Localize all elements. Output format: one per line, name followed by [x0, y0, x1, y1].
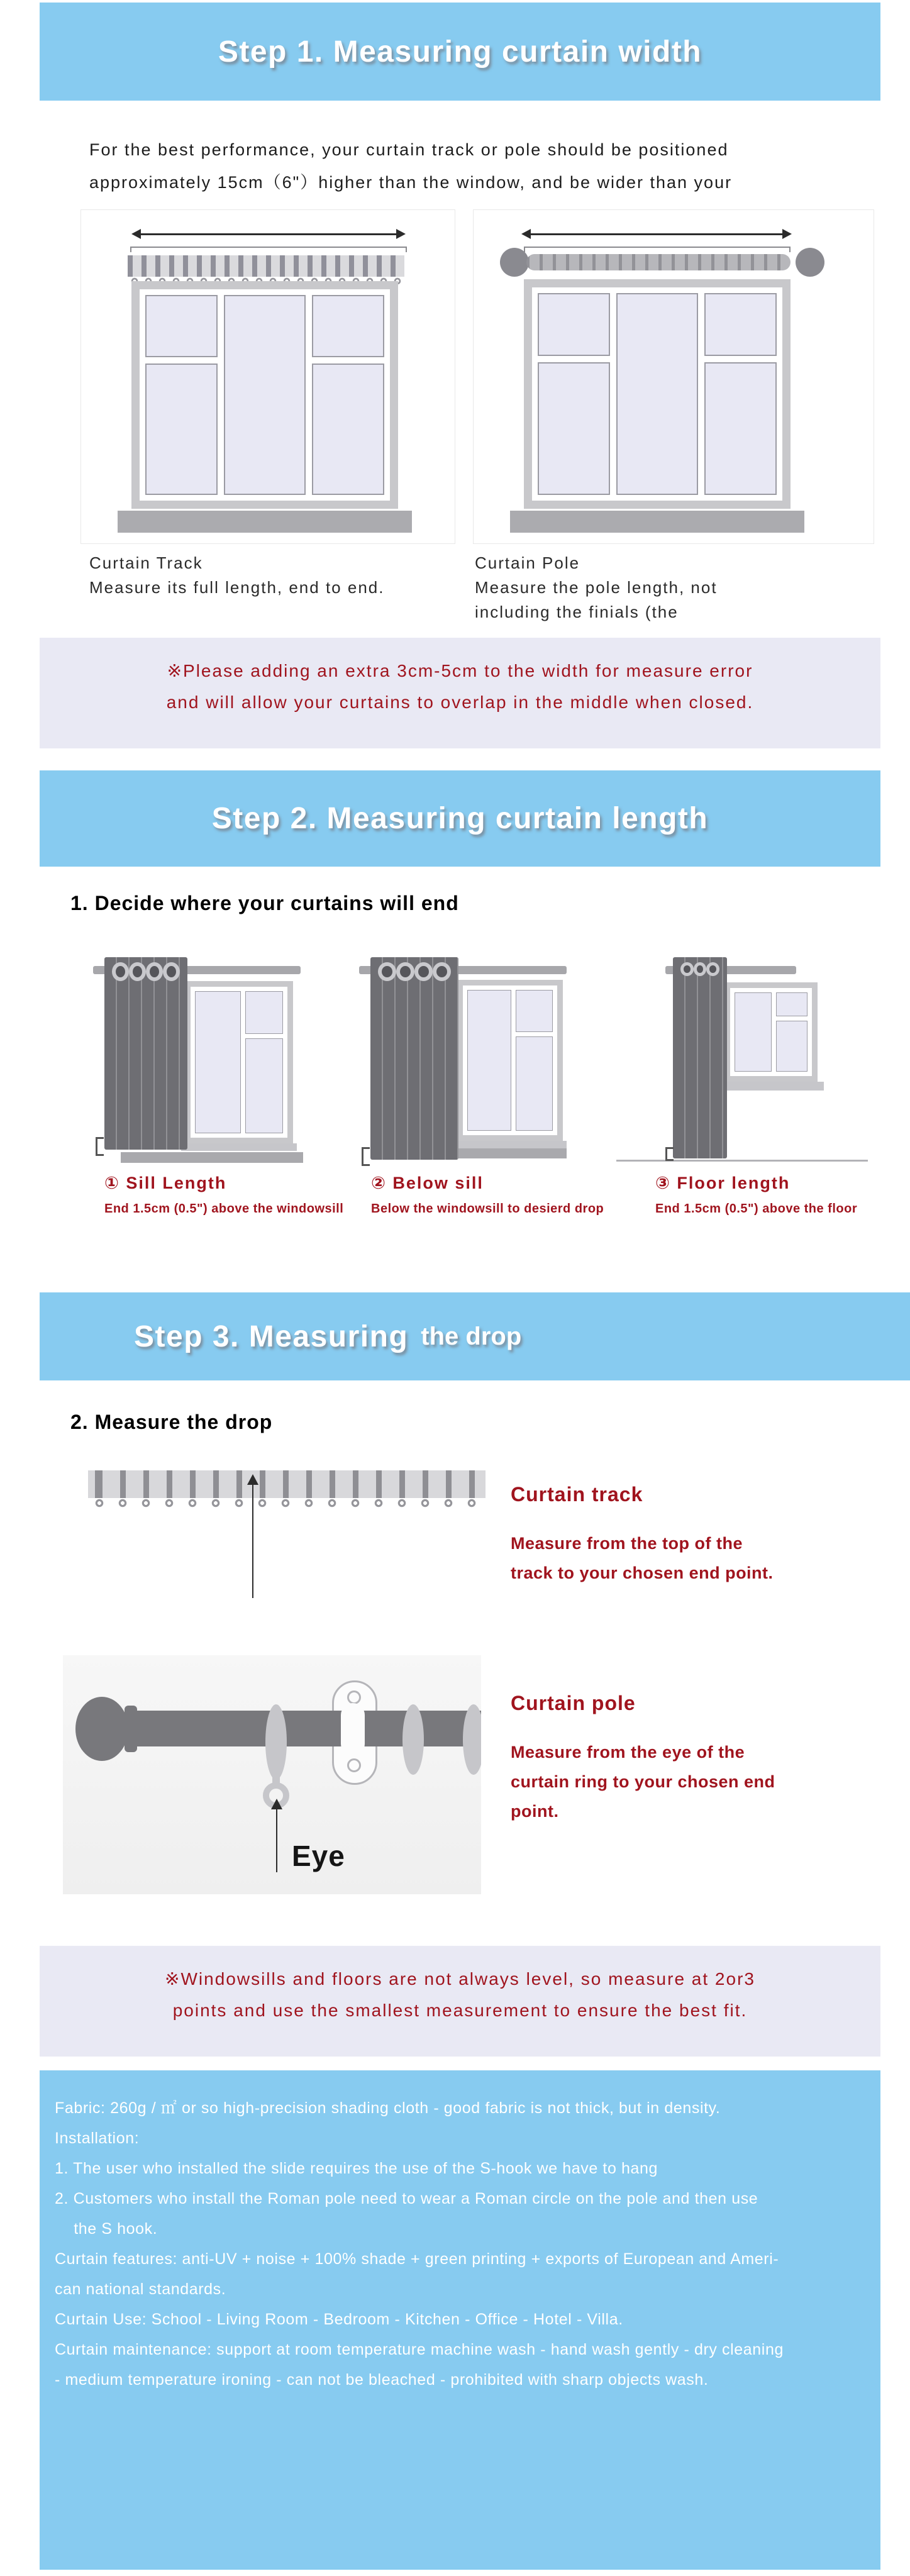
measure-bracket-icon	[362, 1147, 370, 1166]
window-column	[516, 990, 553, 1131]
window-pane	[467, 990, 511, 1131]
instruction-title: Curtain pole	[511, 1692, 636, 1714]
step3-heading: 2. Measure the drop	[70, 1411, 273, 1433]
info-line: 1. The user who installed the slide requires the use of the S-hook we have to hang	[55, 2160, 658, 2177]
intro-paragraph	[89, 133, 894, 199]
grommet-icon	[433, 962, 451, 981]
window-column	[776, 992, 807, 1072]
curtain-track-caption	[89, 551, 384, 600]
sill-length-figure	[93, 956, 304, 1165]
measure-arrow-icon	[247, 1474, 259, 1598]
windowsill-graphic	[453, 1141, 567, 1148]
below-sill-figure	[363, 956, 574, 1165]
step3-banner	[40, 1292, 910, 1380]
window-pane	[704, 362, 777, 496]
width-arrow-icon	[131, 229, 406, 239]
eye-label: Eye	[292, 1840, 345, 1872]
window-pane	[312, 295, 384, 357]
grommet-icon	[163, 962, 180, 981]
curtain-pole-instructions	[511, 1692, 775, 1826]
window-column	[224, 295, 305, 495]
curtain-pole-caption	[475, 551, 718, 625]
instruction-line: curtain ring to your chosen end	[511, 1772, 775, 1791]
step2-heading: 1. Decide where your curtains will end	[70, 892, 459, 914]
window-pane	[245, 1038, 283, 1133]
step1-banner-title: Step 1. Measuring curtain width	[218, 35, 702, 69]
info-line: Installation:	[55, 2129, 140, 2147]
curtain-ring-icon	[265, 1704, 287, 1780]
track-hook-loops-graphic	[88, 1498, 486, 1509]
pole-shaft-graphic	[133, 1711, 481, 1746]
grommet-icon	[378, 962, 396, 981]
arrowhead-left-icon	[131, 229, 141, 239]
step2-banner-title: Step 2. Measuring curtain length	[211, 802, 709, 835]
pole-finial-icon	[75, 1697, 128, 1761]
window-column	[145, 295, 218, 495]
floor-length-caption	[655, 1174, 857, 1216]
info-line: Fabric: 260g / ㎡ or so high-precision shading cloth - good fabric is not thick, but in density.	[55, 2099, 721, 2117]
info-line: Curtain Use: School - Living Room - Bedroom - Kitchen - Office - Hotel - Villa.	[55, 2311, 623, 2328]
window-graphic	[724, 982, 818, 1082]
info-line: can national standards.	[55, 2280, 226, 2298]
level-measure-note	[40, 1946, 880, 2057]
bracket-slot-graphic	[341, 1703, 365, 1756]
windowsill-graphic	[181, 1143, 297, 1151]
window-graphic	[524, 279, 791, 509]
floor-line-graphic	[616, 1160, 868, 1162]
grommet-icon	[146, 962, 163, 981]
arrow-shaft	[531, 233, 782, 235]
arrow-stem	[276, 1809, 277, 1872]
window-column	[704, 293, 777, 495]
caption-title: Curtain Pole	[475, 553, 580, 572]
product-info-panel	[40, 2070, 880, 2570]
windowsill-graphic	[717, 1082, 824, 1091]
curtain-track-diagram	[80, 209, 455, 544]
arrowhead-up-icon	[271, 1799, 282, 1809]
window-pane	[538, 362, 610, 496]
figure-desc: End 1.5cm (0.5") above the floor	[655, 1202, 858, 1216]
width-arrow-icon	[521, 229, 792, 239]
window-column	[195, 991, 241, 1133]
window-column	[735, 992, 772, 1072]
extent-line	[130, 247, 407, 252]
arrowhead-right-icon	[782, 229, 792, 239]
curtain-track-graphic	[128, 255, 404, 277]
arrow-shaft	[141, 233, 396, 235]
grommet-icon	[129, 962, 146, 981]
grommet-icon	[694, 962, 707, 976]
arrowhead-up-icon	[247, 1474, 258, 1485]
window-column	[245, 991, 283, 1133]
note-line: ※Please adding an extra 3cm-5cm to the width for measure error	[167, 661, 753, 680]
windowsill-graphic	[458, 1148, 567, 1158]
curtain-panel-graphic	[104, 957, 187, 1150]
figure-label: ③ Floor length	[655, 1174, 791, 1192]
step3-banner-title: Step 3. Measuring	[134, 1319, 409, 1353]
curtain-pole-illustration	[63, 1655, 481, 1894]
below-sill-caption	[371, 1174, 604, 1216]
note-line: ※Windowsills and floors are not always level, so measure at 2or3	[165, 1969, 755, 1989]
arrowhead-right-icon	[396, 229, 406, 239]
window-graphic	[185, 981, 293, 1143]
grommet-icon	[112, 962, 129, 981]
measure-bracket-icon	[665, 1147, 674, 1161]
caption-line: Measure the pole length, not	[475, 578, 718, 597]
window-pane	[616, 293, 697, 495]
width-measure-note	[40, 638, 880, 748]
window-column	[538, 293, 610, 495]
instruction-title: Curtain track	[511, 1483, 643, 1506]
grommet-row	[370, 957, 458, 981]
curtain-track-instructions	[511, 1483, 774, 1588]
curtain-pole-diagram	[473, 209, 874, 544]
grommet-icon	[414, 962, 433, 981]
screw-hole-icon	[347, 1690, 361, 1704]
figure-desc: End 1.5cm (0.5") above the windowsill	[104, 1202, 344, 1216]
track-bar-graphic	[88, 1470, 486, 1498]
floor-length-figure	[654, 956, 865, 1165]
curtain-ring-icon	[402, 1704, 424, 1775]
instruction-body	[511, 1529, 774, 1588]
sill-length-caption	[104, 1174, 343, 1216]
window-pane	[776, 992, 807, 1016]
grommet-row	[673, 957, 727, 976]
windowsill-graphic	[510, 511, 804, 533]
figure-label: ① Sill Length	[104, 1174, 227, 1192]
window-pane	[776, 1021, 807, 1072]
note-line: points and use the smallest measurement to ensure the best fit.	[172, 2001, 748, 2020]
grommet-row	[104, 957, 187, 981]
window-pane	[245, 991, 283, 1034]
window-column	[312, 295, 384, 495]
window-pane	[224, 295, 305, 495]
curtain-ring-icon	[463, 1704, 481, 1775]
eye-arrow-icon	[270, 1799, 283, 1872]
step2-banner	[40, 770, 880, 867]
window-graphic	[457, 980, 563, 1141]
arrow-stem	[252, 1485, 253, 1598]
note-line: and will allow your curtains to overlap in the middle when closed.	[166, 692, 754, 712]
step1-banner	[40, 3, 880, 101]
measure-bracket-icon	[96, 1137, 104, 1156]
info-line: the S hook.	[55, 2220, 158, 2238]
instruction-line: point.	[511, 1802, 559, 1821]
window-column	[467, 990, 511, 1131]
instruction-line: Measure from the top of the	[511, 1534, 743, 1553]
arrowhead-left-icon	[521, 229, 531, 239]
grommet-icon	[396, 962, 414, 981]
instruction-body	[511, 1738, 775, 1826]
caption-line: Measure its full length, end to end.	[89, 578, 385, 597]
intro-line: approximately 15cm（6"）higher than the window, and be wider than your	[89, 173, 733, 192]
curtain-track-illustration	[88, 1470, 486, 1511]
window-pane	[735, 992, 772, 1072]
instruction-line: Measure from the eye of the	[511, 1743, 745, 1762]
grommet-icon	[680, 962, 694, 976]
grommet-icon	[706, 962, 719, 976]
pole-finial-icon	[500, 248, 529, 277]
window-pane	[312, 364, 384, 495]
caption-title: Curtain Track	[89, 553, 203, 572]
window-graphic	[131, 281, 398, 509]
step3-banner-subtitle: the drop	[421, 1322, 522, 1350]
pole-finial-icon	[796, 248, 824, 277]
windowsill-graphic	[121, 1152, 303, 1163]
intro-line: For the best performance, your curtain track or pole should be positioned	[89, 140, 729, 159]
curtain-panel-graphic	[673, 957, 727, 1158]
window-column	[616, 293, 697, 495]
window-pane	[516, 1036, 553, 1131]
info-line: 2. Customers who install the Roman pole need to wear a Roman circle on the pole and then use	[55, 2190, 758, 2207]
window-pane	[516, 990, 553, 1032]
window-pane	[704, 293, 777, 356]
figure-desc: Below the windowsill to desierd drop	[371, 1202, 604, 1216]
info-line: Curtain features: anti-UV + noise + 100% shade + green printing + exports of European and Ameri-	[55, 2250, 779, 2268]
caption-line: including the finials (the	[475, 602, 679, 621]
instruction-line: track to your chosen end point.	[511, 1563, 774, 1582]
window-pane	[145, 295, 218, 357]
curtain-panel-graphic	[370, 957, 458, 1160]
info-line: Curtain maintenance: support at room temperature machine wash - hand wash gently - dry cleaning	[55, 2341, 784, 2358]
window-pane	[538, 293, 610, 356]
figure-label: ② Below sill	[371, 1174, 484, 1192]
window-pane	[195, 991, 241, 1133]
windowsill-graphic	[118, 511, 412, 533]
screw-hole-icon	[347, 1758, 361, 1772]
extent-line	[524, 247, 791, 252]
window-pane	[145, 364, 218, 495]
info-line: - medium temperature ironing - can not be bleached - prohibited with sharp objects wash.	[55, 2371, 709, 2389]
curtain-pole-graphic	[526, 254, 791, 270]
